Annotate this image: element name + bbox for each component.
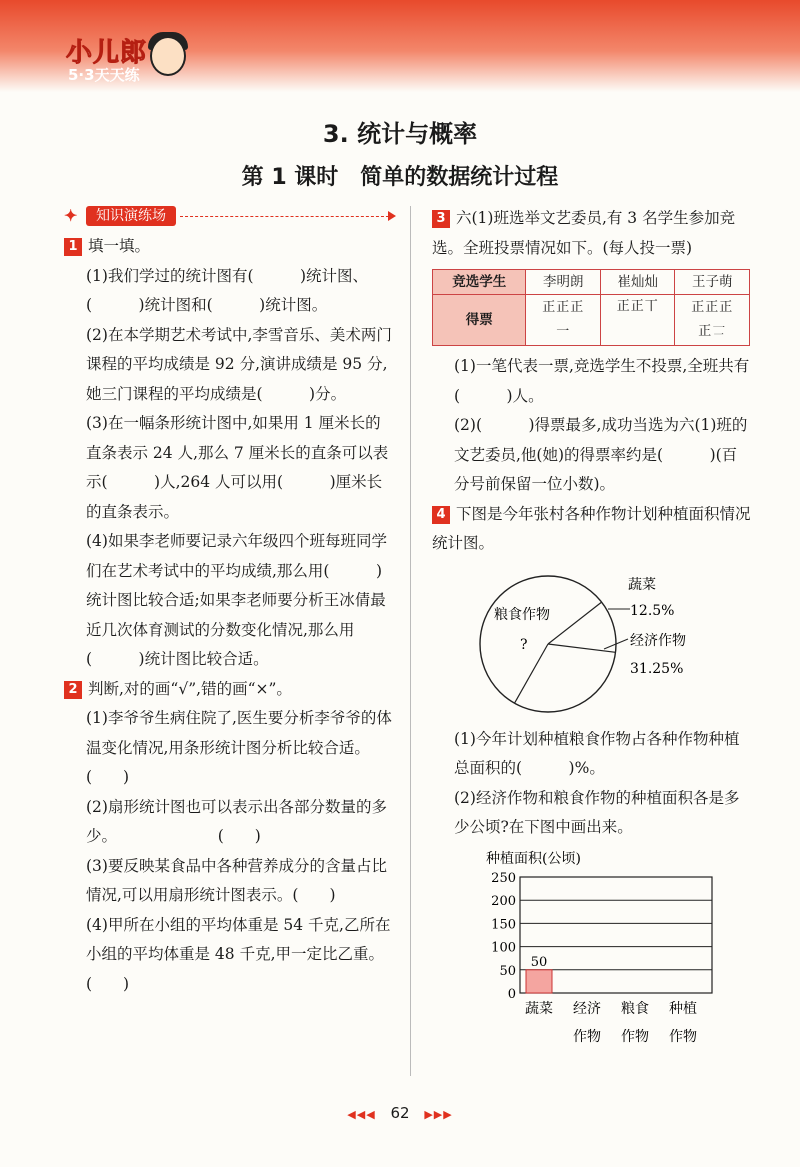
pie-label-vegetable: 蔬菜 bbox=[628, 576, 656, 593]
right-column bbox=[432, 204, 752, 1059]
bar-x-tick-label: 种植 bbox=[669, 1000, 697, 1017]
question-stem: 六(1)班选举文艺委员,有 3 名学生参加竞选。全班投票情况如下。(每人投一票) bbox=[432, 209, 736, 257]
q1-item-1: (1)我们学过的统计图有( )统计图、( )统计图和( )统计图。 bbox=[86, 266, 369, 314]
pie-label-economic: 经济作物 bbox=[630, 632, 686, 649]
pie-value-economic: 31.25% bbox=[630, 660, 684, 677]
pie-chart-area bbox=[432, 569, 752, 719]
table-header: 得票 bbox=[433, 295, 526, 346]
table-cell: 崔灿灿 bbox=[600, 270, 675, 295]
right-arrows-icon: ▶▶▶ bbox=[424, 1108, 453, 1121]
tally-line: 一 bbox=[556, 324, 571, 339]
dashed-arrow-line bbox=[180, 216, 394, 217]
question-4 bbox=[432, 500, 752, 559]
logo-title: 小儿郎 bbox=[66, 38, 148, 68]
tally-cell bbox=[675, 295, 750, 346]
bar-chart-area bbox=[432, 849, 752, 1059]
brand-logo bbox=[58, 30, 188, 90]
question-stem: 填一填。 bbox=[88, 237, 151, 255]
pie-value-grain: ? bbox=[520, 636, 528, 653]
tally-line: 正正正 bbox=[691, 300, 734, 315]
question-1 bbox=[64, 232, 394, 262]
sparkle-icon: ✦ bbox=[64, 206, 78, 225]
q4-item-2: (2)经济作物和粮食作物的种植面积各是多少公顷?在下图中画出来。 bbox=[454, 788, 740, 836]
q3-item-2: (2)( )得票最多,成功当选为六(1)班的文艺委员,他(她)的得票率约是( )(百分号前保留一位小数)。 bbox=[454, 416, 748, 493]
page-number: 62 bbox=[390, 1104, 410, 1122]
left-column bbox=[64, 204, 470, 999]
q1-item-3: (3)在一幅条形统计图中,如果用 1 厘米长的直条表示 24 人,那么 7 厘米长的直条可以表示( )人,264 人可以用( )厘米长的直条表示。 bbox=[86, 414, 389, 521]
left-arrows-icon: ◀◀◀ bbox=[347, 1108, 376, 1121]
bar-y-tick-label: 100 bbox=[491, 940, 516, 956]
bar-x-tick-label: 粮食 bbox=[621, 1000, 649, 1017]
q1-item-4: (4)如果李老师要记录六年级四个班每班同学们在艺术考试中的平均成绩,那么用( )统计图比较合适;如果李老师要分析王冰倩最近几次体育测试的分数变化情况,那么用( )统计图比较合适。 bbox=[86, 532, 387, 668]
question-number: 3 bbox=[432, 210, 450, 228]
tally-cell bbox=[526, 295, 601, 346]
question-2 bbox=[64, 675, 394, 705]
question-3 bbox=[432, 204, 752, 263]
lesson-title: 第 1 课时 简单的数据统计过程 bbox=[241, 165, 559, 190]
bar-ylabel: 种植面积(公顷) bbox=[486, 850, 581, 867]
logo-subtitle: 5·3天天练 bbox=[68, 66, 140, 84]
pie-label-grain: 粮食作物 bbox=[494, 606, 550, 623]
tally-line: 正𠄟 bbox=[698, 324, 727, 339]
pie-value-vegetable: 12.5% bbox=[630, 602, 675, 619]
mascot-icon bbox=[150, 36, 186, 76]
pie-slice-boundary bbox=[548, 602, 602, 644]
bar-x-tick-label: 作物 bbox=[573, 1028, 601, 1045]
tally-cell bbox=[600, 295, 675, 346]
q2-item-2: (2)扇形统计图也可以表示出各部分数量的多少。 ( ) bbox=[86, 797, 387, 845]
question-number: 2 bbox=[64, 681, 82, 699]
pie-chart bbox=[432, 569, 752, 719]
table-header: 竞选学生 bbox=[433, 270, 526, 295]
q4-item-1: (1)今年计划种植粮食作物占各种作物种植总面积的( )%。 bbox=[454, 729, 740, 777]
section-tag bbox=[64, 204, 394, 228]
table-row bbox=[433, 295, 750, 346]
bar-x-tick-label: 作物 bbox=[669, 1028, 697, 1045]
q2-item-3: (3)要反映某食品中各种营养成分的含量占比情况,可以用扇形统计图表示。( ) bbox=[86, 856, 387, 904]
section-label: 知识演练场 bbox=[86, 206, 176, 226]
question-stem: 判断,对的画“√”,错的画“×”。 bbox=[88, 679, 292, 698]
q2-item-1: (1)李爷爷生病住院了,医生要分析李爷爷的体温变化情况,用条形统计图分析比较合适。 ( ) bbox=[86, 709, 409, 786]
page-footer bbox=[0, 1104, 800, 1122]
chapter-title: 3. 统计与概率 bbox=[322, 120, 478, 148]
table-row bbox=[433, 270, 750, 295]
question-stem: 下图是今年张村各种作物计划种植面积情况统计图。 bbox=[432, 504, 751, 552]
vote-table bbox=[432, 269, 750, 346]
bar-x-tick-label: 作物 bbox=[621, 1028, 649, 1045]
bar-y-tick-label: 50 bbox=[499, 963, 516, 979]
q3-item-1: (1)一笔代表一票,竞选学生不投票,全班共有( )人。 bbox=[454, 357, 750, 405]
bar-y-tick-label: 200 bbox=[491, 893, 516, 909]
question-number: 1 bbox=[64, 238, 82, 256]
bar-y-tick-label: 0 bbox=[507, 986, 516, 1002]
question-number: 4 bbox=[432, 506, 450, 524]
table-cell: 李明朗 bbox=[526, 270, 601, 295]
bar-y-tick-label: 150 bbox=[491, 916, 516, 932]
q2-item-4: (4)甲所在小组的平均体重是 54 千克,乙所在小组的平均体重是 48 千克,甲一定比乙重。 ( ) bbox=[86, 915, 470, 993]
bar-chart bbox=[432, 849, 752, 1059]
bar-data-label: 50 bbox=[530, 954, 548, 970]
q1-item-2: (2)在本学期艺术考试中,李雪音乐、美术两门课程的平均成绩是 92 分,演讲成绩是 95 分,她三门课程的平均成绩是( )分。 bbox=[86, 325, 392, 403]
bar-x-tick-label: 经济 bbox=[573, 1000, 601, 1017]
bar-y-tick-label: 250 bbox=[491, 870, 516, 886]
bar-0 bbox=[526, 969, 552, 992]
bar-x-tick-label: 蔬菜 bbox=[525, 1000, 553, 1017]
tally-line: 正正丅 bbox=[616, 299, 659, 314]
tally-line: 正正正 bbox=[542, 300, 585, 315]
table-cell: 王子萌 bbox=[675, 270, 750, 295]
